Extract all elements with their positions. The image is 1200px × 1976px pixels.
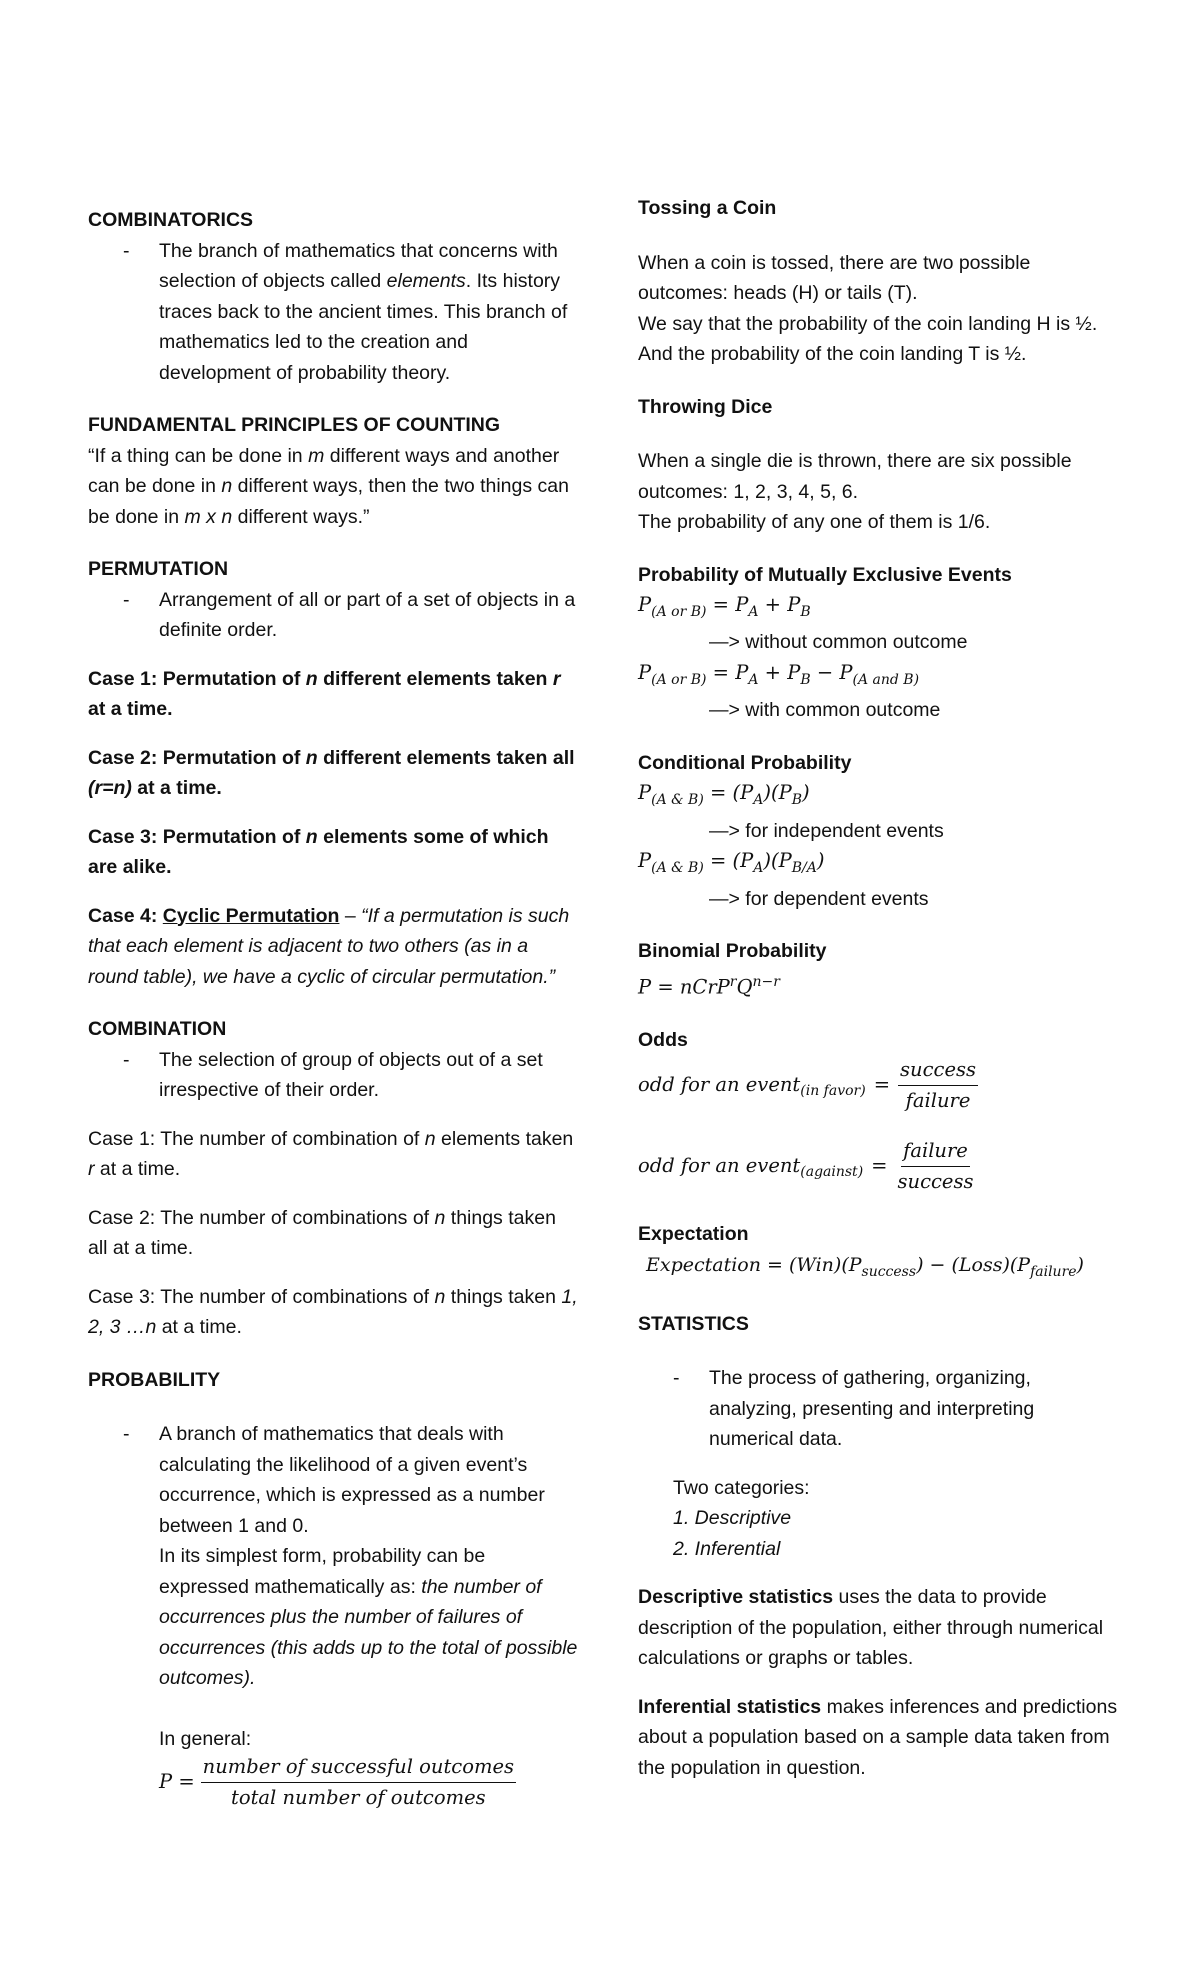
mutual-note-1: —> without common outcome	[709, 631, 968, 654]
odds-against-formula: odd for an event $_{(against)}$ = $\frac{\text{failure}}{\text{success}}$	[638, 1136, 1118, 1197]
combinatorics-definition: - The branch of mathematics that concerns with selection of objects called elements. Its history traces back to the ancient times. This branch of mathematics led to the creation and development of probability theory.	[88, 236, 578, 389]
formula-numerator: number of successful outcomes	[201, 1752, 516, 1783]
right-column	[638, 193, 1118, 1783]
combination-case-2: Case 2: The number of combinations of n things taken all at a time.	[88, 1206, 556, 1259]
permutation-case-2: Case 2: Permutation of n different elements taken all (r=n) at a time.	[88, 746, 575, 799]
category-descriptive: 1. Descriptive	[673, 1507, 792, 1530]
binomial-heading: Binomial Probability	[638, 940, 827, 963]
probability-heading: PROBABILITY	[88, 1368, 221, 1391]
bullet-dash: -	[123, 1048, 130, 1071]
conditional-heading: Conditional Probability	[638, 751, 852, 774]
dice-heading: Throwing Dice	[638, 395, 773, 418]
permutation-heading: PERMUTATION	[88, 558, 229, 580]
bullet-dash: -	[123, 239, 130, 262]
bullet-dash: -	[123, 588, 130, 611]
permutation-case-3: Case 3: Permutation of n elements some of which are alike.	[88, 825, 549, 878]
conditional-formula-2: $P_{(A \& B)} = (P_A)(P_{B/A})$	[638, 849, 825, 877]
coin-text-3: And the probability of the coin landing T is ½.	[638, 343, 1027, 365]
binomial-formula: $P = nCrP^rQ^{n-r}$	[638, 973, 780, 999]
fundamental-heading: FUNDAMENTAL PRINCIPLES OF COUNTING	[88, 414, 501, 436]
odds-heading: Odds	[638, 1028, 688, 1051]
left-column	[88, 205, 578, 1813]
mutual-formula-2: $P_{(A or B)} = P_A + P_B - P_{(A and B)}$	[638, 660, 920, 688]
conditional-note-1: —> for independent events	[709, 819, 944, 842]
categories-label: Two categories:	[673, 1476, 810, 1499]
mutual-heading: Probability of Mutually Exclusive Events	[638, 563, 1012, 586]
statistics-heading: STATISTICS	[638, 1312, 749, 1335]
dice-text-1: When a single die is thrown, there are six possible outcomes: 1, 2, 3, 4, 5, 6.	[638, 450, 1072, 503]
coin-text-2: We say that the probability of the coin landing H is ½.	[638, 312, 1098, 335]
probability-definition: - A branch of mathematics that deals with calculating the likelihood of a given event’s occurrence, which is expressed as a number between 1 and 0. In its simplest form, probability can be expressed mathematically as: the number of occurrences plus the number of failures of occurrences (this adds up to the total of possible outcomes). In general: P = $\frac{\text{number of successful outcomes}}{\text{total number of outcomes}}$	[88, 1419, 578, 1813]
dice-text-2: The probability of any one of them is 1/6.	[638, 511, 991, 533]
combination-definition: - The selection of group of objects out of a set irrespective of their order.	[88, 1045, 578, 1106]
expectation-heading: Expectation	[638, 1223, 749, 1246]
permutation-case-1: Case 1: Permutation of n different elements taken r at a time.	[88, 667, 561, 720]
category-inferential: 2. Inferential	[673, 1537, 781, 1560]
conditional-note-2: —> for dependent events	[709, 887, 929, 910]
probability-formula: P = $\frac{\text{number of successful outcomes}}{\text{total number of outcomes}}$	[159, 1752, 578, 1813]
statistics-definition: - The process of gathering, organizing, analyzing, presenting and interpreting numerical data.	[638, 1363, 1118, 1455]
formula-denominator: total number of outcomes	[231, 1786, 486, 1809]
combinatorics-heading: COMBINATORICS	[88, 209, 254, 231]
coin-heading: Tossing a Coin	[638, 197, 777, 219]
fundamental-principle: “If a thing can be done in m different ways and another can be done in n different ways, then the two things can be done in m x n different ways.”	[88, 444, 569, 528]
mutual-formula-1: $P_{(A or B)} = P_A + P_B$	[638, 593, 811, 620]
combination-case-3: Case 3: The number of combinations of n things taken 1, 2, 3 …n at a time.	[88, 1285, 578, 1338]
bullet-dash: -	[123, 1423, 130, 1445]
permutation-case-4: Case 4: Cyclic Permutation – “If a permutation is such that each element is adjacent to two others (as in a round table), we have a cyclic of circular permutation.”	[88, 904, 570, 988]
in-general-label: In general:	[159, 1727, 252, 1750]
bullet-dash: -	[673, 1367, 680, 1390]
combination-heading: COMBINATION	[88, 1018, 227, 1040]
expectation-formula: Expectation = $(Win)(P_{success})$ − $(Loss)(P_{failure})$	[646, 1253, 1084, 1280]
permutation-definition: - Arrangement of all or part of a set of objects in a definite order.	[88, 585, 578, 646]
conditional-formula-1: $P_{(A \& B)} = (P_A)(P_B)$	[638, 781, 810, 809]
statistics-categories	[638, 1473, 1118, 1565]
coin-text-1: When a coin is tossed, there are two possible outcomes: heads (H) or tails (T).	[638, 251, 1031, 304]
odds-in-favor-formula: odd for an event $_{(in favor)}$ = $\frac{\text{success}}{\text{failure}}$	[638, 1055, 1118, 1116]
inferential-statistics-text: Inferential statistics makes inferences and predictions about a population based on a sample data taken from the population in question.	[638, 1695, 1118, 1779]
descriptive-statistics-text: Descriptive statistics uses the data to provide description of the population, either through numerical calculations or graphs or tables.	[638, 1586, 1104, 1670]
combination-case-1: Case 1: The number of combination of n elements taken r at a time.	[88, 1127, 574, 1180]
mutual-note-2: —> with common outcome	[709, 699, 941, 722]
